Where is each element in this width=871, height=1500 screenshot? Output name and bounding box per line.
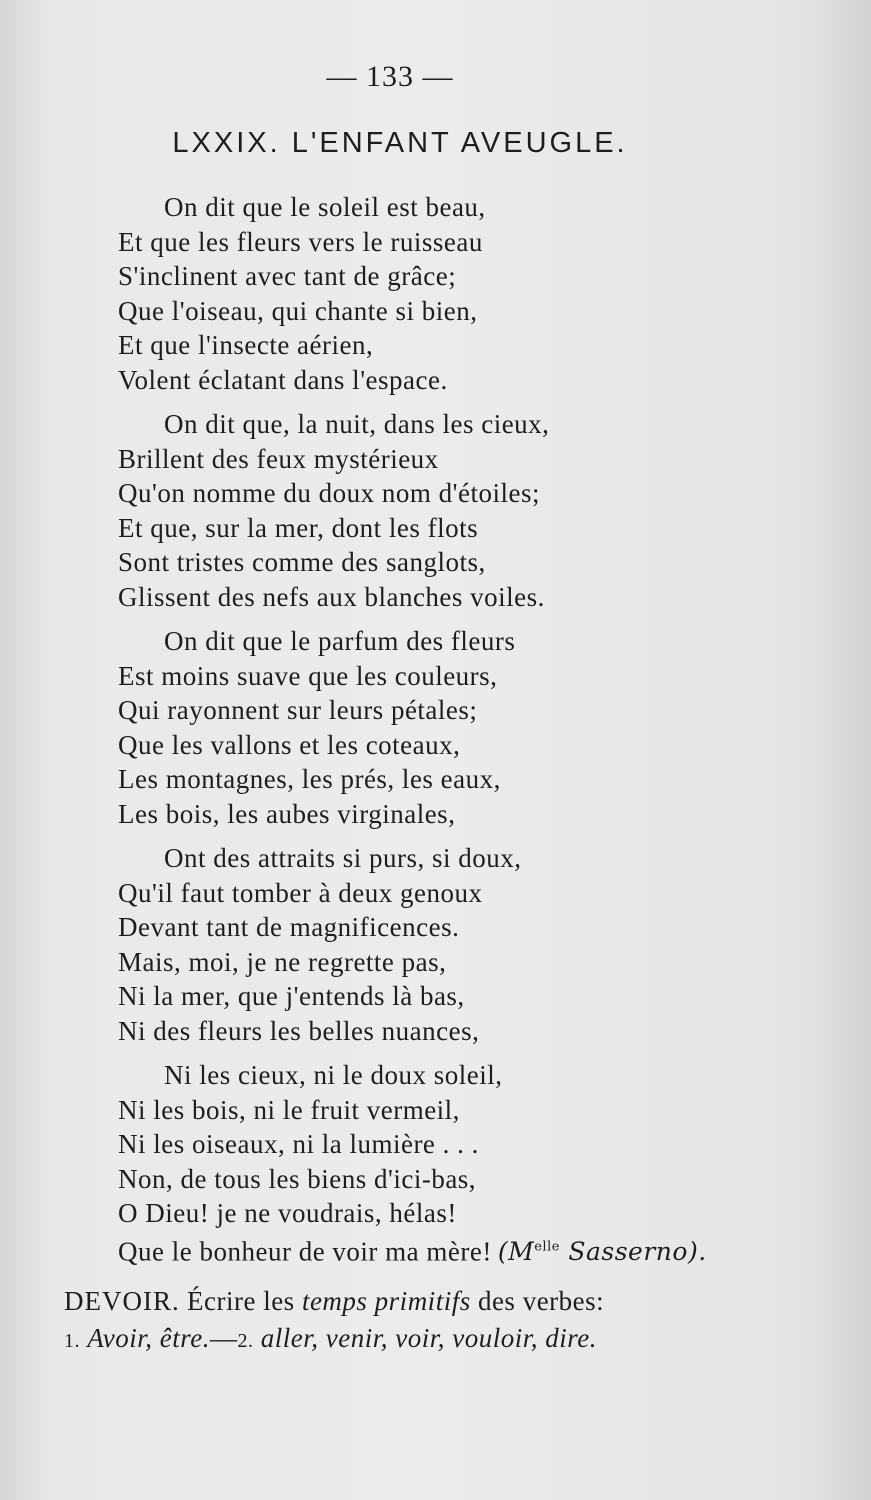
- exercise-text: des verbes:: [470, 1286, 605, 1316]
- poem-line: Est moins suave que les couleurs,: [118, 660, 498, 691]
- poem-last-line: [118, 1231, 838, 1270]
- poem-line-text: Que le bonheur de voir ma mère!: [118, 1235, 492, 1266]
- exercise-label: DEVOIR.: [64, 1286, 180, 1316]
- attribution-open: (M: [497, 1236, 535, 1266]
- poem-title: LXXIX. L'ENFANT AVEUGLE.: [172, 127, 628, 159]
- exercise-verbs-1: Avoir, être.: [87, 1323, 210, 1353]
- poem-line: Que les vallons et les coteaux,: [118, 729, 461, 760]
- stanza-1: [118, 190, 838, 397]
- poem-line: Ni les cieux, ni le doux soleil,: [164, 1060, 503, 1090]
- exercise: [64, 1283, 834, 1360]
- poem-line: Qu'il faut tomber à deux genoux: [118, 877, 483, 908]
- poem-line: Les bois, les aubes virginales,: [118, 798, 456, 829]
- exercise-text: Écrire les: [179, 1286, 302, 1316]
- poem-line: Non, de tous les biens d'ici-bas,: [118, 1163, 477, 1194]
- poem-line: Et que, sur la mer, dont les flots: [118, 512, 479, 543]
- attribution-sup: elle: [534, 1239, 560, 1255]
- poem-line: Et que les fleurs vers le ruisseau: [118, 226, 483, 257]
- exercise-line-2: [64, 1320, 834, 1360]
- exercise-number: 1.: [64, 1330, 80, 1352]
- poem-line: Sont tristes comme des sanglots,: [118, 547, 486, 577]
- poem-line: On dit que le soleil est beau,: [164, 192, 486, 222]
- poem-line: Qu'on nomme du doux nom d'étoiles;: [118, 478, 540, 508]
- poem-line: Ni les bois, ni le fruit vermeil,: [118, 1094, 460, 1125]
- exercise-dash: —: [209, 1323, 238, 1353]
- poem-line: Devant tant de magnificences.: [118, 912, 460, 942]
- poem-line: Volent éclatant dans l'espace.: [118, 364, 448, 395]
- stanza-4: [118, 841, 838, 1048]
- exercise-verbs-2: aller, venir, voir, vouloir, dire.: [260, 1323, 597, 1353]
- poem-line: Et que l'insecte aérien,: [118, 330, 374, 360]
- attribution-name: Sasserno).: [559, 1236, 707, 1266]
- stanza-2: [118, 407, 838, 614]
- poem-line: On dit que, la nuit, dans les cieux,: [164, 409, 550, 439]
- poem-line: Brillent des feux mystérieux: [118, 443, 439, 474]
- exercise-number: 2.: [237, 1330, 254, 1352]
- poem-line: S'inclinent avec tant de grâce;: [118, 261, 457, 291]
- exercise-line-1: [64, 1283, 834, 1320]
- poem-line: Mais, moi, je ne regrette pas,: [118, 946, 447, 977]
- stanza-5: [118, 1058, 838, 1269]
- poem-line: Qui rayonnent sur leurs pétales;: [118, 695, 478, 725]
- poem-line: O Dieu! je ne voudrais, hélas!: [118, 1198, 457, 1228]
- poem-line: Glissent des nefs aux blanches voiles.: [118, 581, 545, 612]
- poem: [118, 190, 838, 1279]
- exercise-emphasis: temps primitifs: [301, 1286, 471, 1316]
- poem-line: Que l'oiseau, qui chante si bien,: [118, 295, 478, 326]
- page-number: — 133 —: [326, 60, 454, 93]
- poem-line: Ont des attraits si purs, si doux,: [164, 843, 522, 873]
- poem-line: On dit que le parfum des fleurs: [164, 626, 516, 656]
- poem-line: Ni les oiseaux, ni la lumière . . .: [118, 1129, 479, 1159]
- attribution: [498, 1237, 707, 1266]
- poem-line: Ni la mer, que j'entends là bas,: [118, 981, 465, 1011]
- stanza-3: [118, 624, 838, 831]
- poem-line: Les montagnes, les prés, les eaux,: [118, 764, 501, 794]
- poem-line: Ni des fleurs les belles nuances,: [118, 1015, 480, 1046]
